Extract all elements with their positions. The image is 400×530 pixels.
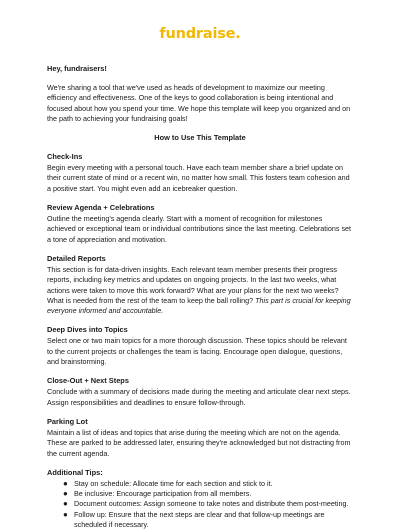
section-body: Outline the meeting's agenda clearly. Start with a moment of recognition for milestones achieved or exceptional team or individual contributions since the last meeting. Celebrations set a tone of appreciation and motivation. <box>47 214 352 244</box>
howto-title: How to Use This Template <box>154 133 246 143</box>
bullet-icon: ● <box>63 499 68 509</box>
list-item <box>63 509 353 530</box>
bullet-icon: ● <box>63 478 68 488</box>
section-check-ins <box>47 152 353 194</box>
tips-heading: Additional Tips: <box>47 467 103 477</box>
section-additional-tips <box>47 468 353 530</box>
tip-text: Document outcomes: Assign someone to take notes and distribute them post-meeting. <box>74 499 349 509</box>
intro-paragraph: We're sharing a tool that we've used as heads of development to maximize our meeting efficiency and effectiveness. One of the keys to good collaboration is being intentional and focused about how you spend your time. We hope this template will keep you organized and on the path to achieving your fundraising goals! <box>47 83 351 123</box>
tip-text: Be inclusive: Encourage participation from all members. <box>74 489 252 499</box>
section-body <box>47 265 353 316</box>
section-detailed-reports <box>47 254 353 316</box>
tip-text: Stay on schedule: Allocate time for each section and stick to it. <box>74 478 273 488</box>
list-item <box>63 489 353 499</box>
section-body: Conclude with a summary of decisions made during the meeting and articulate clear next steps. Assign responsibilities and deadlines to ensure follow-through. <box>47 387 351 407</box>
list-item <box>63 499 353 509</box>
section-heading: Parking Lot <box>47 416 88 426</box>
section-heading: Check-Ins <box>47 152 83 162</box>
section-heading: Detailed Reports <box>47 253 106 263</box>
section-deep-dives <box>47 325 353 367</box>
section-heading: Review Agenda + Celebrations <box>47 203 155 213</box>
bullet-icon: ● <box>63 489 68 499</box>
section-body: Select one or two main topics for a more thorough discussion. These topics should be relevant to the current projects or challenges the team is facing. Encourage open dialogue, questions, and brainstorming. <box>47 336 347 367</box>
section-review-agenda <box>47 203 353 245</box>
section-body-text: This section is for data-driven insights. Each relevant team member presents their progress reports, including key metrics and updates on ongoing projects. In the last two weeks, what actions were taken to move this work forward? What are your plans for the next two weeks? What is needed from the rest of the team to keep the ball rolling? <box>47 264 339 305</box>
section-close-out <box>47 376 353 408</box>
section-body: Maintain a list of ideas and topics that arise during the meeting which are not on the agenda. These are parked to be addressed later, ensuring they're acknowledged but not distracting from the current agenda. <box>47 427 351 458</box>
bullet-icon: ● <box>63 509 68 519</box>
greeting: Hey, fundraisers! <box>47 64 107 73</box>
list-item <box>63 478 353 489</box>
tip-text: Follow up: Ensure that the next steps are clear and that follow-up meetings are scheduled if necessary. <box>74 509 325 530</box>
fundraise-logo: fundraise. <box>159 26 241 42</box>
section-emphasis: This part is crucial for keeping everyone informed and accountable. <box>47 295 351 316</box>
section-body: Begin every meeting with a personal touch. Have each team member share a brief update on their current state of mind or a recent win, no matter how small. This fosters team cohesion and a positive start. You might even add an icebreaker question. <box>47 163 350 193</box>
section-heading: Close-Out + Next Steps <box>47 376 129 386</box>
section-parking-lot <box>47 417 353 459</box>
section-heading: Deep Dives into Topics <box>47 325 128 335</box>
tips-list <box>47 479 353 530</box>
